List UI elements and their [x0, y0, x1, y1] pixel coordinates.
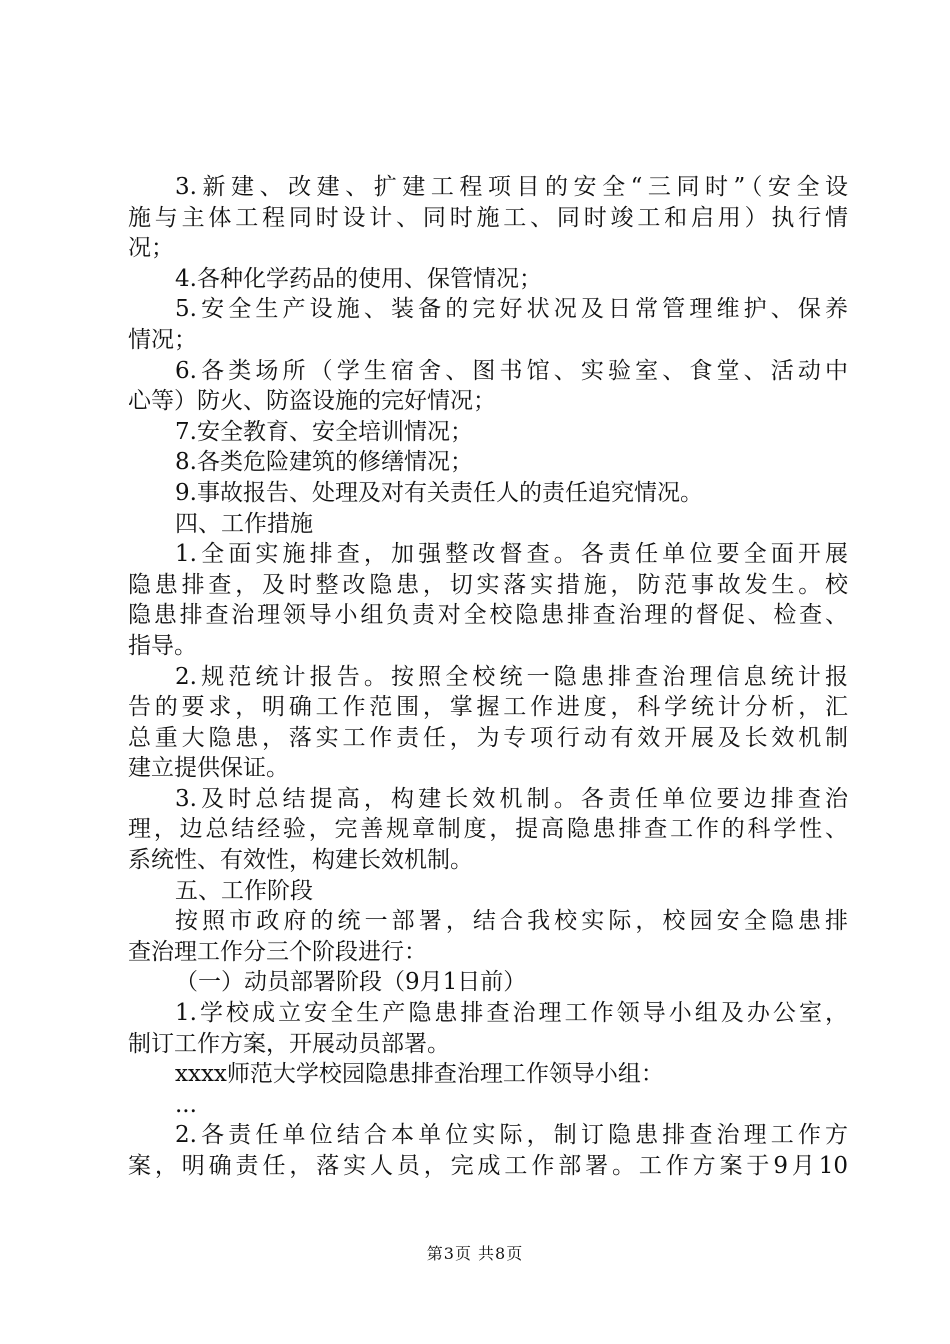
paragraph-line: 总重大隐患，落实工作责任，为专项行动有效开展及长效机制 [128, 724, 848, 751]
paragraph-line: 3.及时总结提高，构建长效机制。各责任单位要边排查治 [175, 785, 848, 812]
document-body [128, 172, 848, 1182]
paragraph-line: 系统性、有效性，构建长效机制。 [128, 847, 473, 874]
paragraph-line: 案，明确责任，落实人员，完成工作部署。工作方案于9月10 [128, 1153, 848, 1179]
paragraph-line: 7.安全教育、安全培训情况； [175, 418, 473, 445]
paragraph-line: 2.规范统计报告。按照全校统一隐患排查治理信息统计报 [175, 663, 848, 690]
paragraph-line: 建立提供保证。 [128, 755, 289, 782]
paragraph-line: 9.事故报告、处理及对有关责任人的责任追究情况。 [175, 479, 703, 506]
paragraph-line: xxxx师范大学校园隐患排查治理工作领导小组： [175, 1061, 664, 1088]
paragraph-line: 4.各种化学药品的使用、保管情况； [175, 265, 542, 292]
page-footer: 第3页 共8页 [426, 1244, 524, 1263]
paragraph-line: 按照市政府的统一部署，结合我校实际，校园安全隐患排 [175, 908, 848, 935]
paragraph-line: 五、工作阶段 [175, 877, 313, 904]
paragraph-line: 查治理工作分三个阶段进行： [128, 938, 427, 965]
paragraph-line: 1.学校成立安全生产隐患排查治理工作领导小组及办公室， [175, 1000, 848, 1027]
paragraph-line: 施与主体工程同时设计、同时施工、同时竣工和启用）执行情 [128, 204, 848, 231]
paragraph-line: 心等）防火、防盗设施的完好情况； [128, 388, 496, 415]
paragraph-line: 四、工作措施 [175, 510, 313, 537]
paragraph-line: 隐患排查治理领导小组负责对全校隐患排查治理的督促、检查、 [128, 602, 848, 629]
paragraph-line: 2.各责任单位结合本单位实际，制订隐患排查治理工作方 [175, 1122, 848, 1149]
paragraph-line: （一）动员部署阶段（9月1日前） [175, 969, 527, 996]
paragraph-line: 指导。 [128, 632, 197, 659]
paragraph-line: 3.新建、改建、扩建工程项目的安全“三同时”（安全设 [175, 174, 848, 200]
paragraph-line: 制订工作方案，开展动员部署。 [128, 1030, 450, 1057]
paragraph-line: 5.安全生产设施、装备的完好状况及日常管理维护、保养 [175, 296, 848, 323]
paragraph-line: 1.全面实施排查，加强整改督查。各责任单位要全面开展 [175, 541, 848, 568]
paragraph-line: 况； [128, 235, 174, 262]
paragraph-line: 6.各类场所（学生宿舍、图书馆、实验室、食堂、活动中 [175, 357, 848, 384]
paragraph-line: 理，边总结经验，完善规章制度，提高隐患排查工作的科学性、 [128, 816, 848, 843]
paragraph-line: 隐患排查，及时整改隐患，切实落实措施，防范事故发生。校 [128, 571, 848, 598]
paragraph-line: 8.各类危险建筑的修缮情况； [175, 449, 473, 476]
paragraph-line: 情况； [128, 326, 197, 353]
paragraph-line: 告的要求，明确工作范围，掌握工作进度，科学统计分析，汇 [128, 694, 848, 721]
paragraph-line: ... [175, 1091, 197, 1118]
